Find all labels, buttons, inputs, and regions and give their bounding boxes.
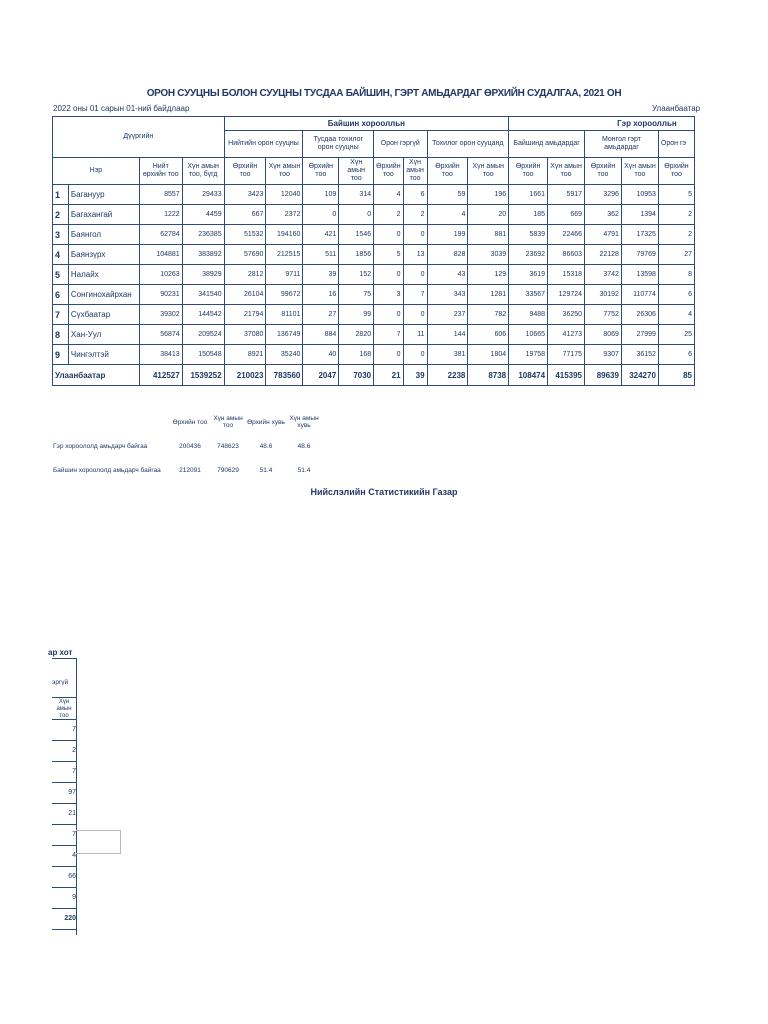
value-cell: 39302 (139, 305, 182, 325)
value-cell: 782 (468, 305, 509, 325)
value-cell: 136749 (266, 325, 303, 345)
value-cell: 5839 (509, 225, 548, 245)
value-cell: 104881 (139, 245, 182, 265)
value-cell: 39 (303, 265, 339, 285)
value-cell: 1222 (139, 205, 182, 225)
value-cell: 362 (585, 205, 622, 225)
fragment-sub: эргүй (52, 679, 69, 686)
value-cell: 99672 (266, 285, 303, 305)
district-name: Баянзүрх (68, 245, 139, 265)
table-row (53, 205, 695, 225)
ger-sub-apartment: Тохилог орон сууцанд (427, 131, 509, 158)
summary-cell: 748623 (217, 442, 239, 450)
col-population: Хүн амын тоо (339, 158, 374, 185)
value-cell: 21794 (224, 305, 266, 325)
col-households: Өрхийн тоо (658, 158, 694, 185)
value-cell: 212515 (266, 245, 303, 265)
value-cell: 383892 (182, 245, 224, 265)
value-cell: 17325 (621, 225, 658, 245)
value-cell: 0 (303, 205, 339, 225)
value-cell: 79769 (621, 245, 658, 265)
value-cell: 26306 (621, 305, 658, 325)
district-name: Сүхбаатар (68, 305, 139, 325)
value-cell: 27 (303, 305, 339, 325)
fragment-title: ар хот (48, 648, 73, 657)
value-cell: 6 (403, 185, 427, 205)
col-name-header: Нэр (53, 158, 140, 185)
value-cell: 8921 (224, 345, 266, 365)
value-cell: 5917 (548, 185, 585, 205)
summary-cell: 51.4 (259, 466, 273, 474)
total-row (53, 365, 695, 386)
value-cell: 2 (403, 205, 427, 225)
value-cell: 6 (658, 345, 694, 365)
fragment-value: 7 (72, 768, 76, 775)
value-cell: 4 (427, 205, 468, 225)
value-cell: 2 (374, 205, 403, 225)
fragment-value: 7 (72, 831, 76, 838)
district-name: Налайх (68, 265, 139, 285)
value-cell: 0 (403, 265, 427, 285)
value-cell: 38929 (182, 265, 224, 285)
value-cell: 6 (658, 285, 694, 305)
value-cell: 667 (224, 205, 266, 225)
row-number: 1 (53, 185, 69, 205)
district-name: Сонгинохайрхан (68, 285, 139, 305)
value-cell: 168 (339, 345, 374, 365)
value-cell: 27 (658, 245, 694, 265)
fragment-value: 2 (72, 747, 76, 754)
value-cell: 341540 (182, 285, 224, 305)
value-cell: 9488 (509, 305, 548, 325)
value-cell: 0 (403, 225, 427, 245)
fragment-value: 220 (64, 915, 76, 922)
value-cell: 62784 (139, 225, 182, 245)
col-population: Хүн амын тоо (548, 158, 585, 185)
summary-row-label: Байшин хороололд амьдарч байгаа (53, 466, 161, 474)
col-households: Өрхийн тоо (224, 158, 266, 185)
value-cell: 59 (427, 185, 468, 205)
value-cell: 9711 (266, 265, 303, 285)
value-cell: 41273 (548, 325, 585, 345)
row-number: 6 (53, 285, 69, 305)
row-number: 9 (53, 345, 69, 365)
table-row (53, 305, 695, 325)
value-cell: 0 (339, 205, 374, 225)
col-households: Өрхийн тоо (585, 158, 622, 185)
value-cell: 343 (427, 285, 468, 305)
value-cell: 4 (374, 185, 403, 205)
district-name: Багануур (68, 185, 139, 205)
organization-name: Нийслэлийн Статистикийн Газар (310, 487, 458, 497)
value-cell: 2 (658, 205, 694, 225)
col-population: Хүн амын тоо (621, 158, 658, 185)
value-cell: 881 (468, 225, 509, 245)
value-cell: 2 (658, 225, 694, 245)
value-cell: 1661 (509, 185, 548, 205)
value-cell: 884 (303, 325, 339, 345)
bldg-sub-public: Нийтийн орон сууцны (224, 131, 303, 158)
table-row (53, 245, 695, 265)
value-cell: 8557 (139, 185, 182, 205)
district-name: Чингэлтэй (68, 345, 139, 365)
summary-header: Хүн амын тоо (213, 415, 243, 429)
report-title: ОРОН СУУЦНЫ БОЛОН СУУЦНЫ ТУСДАА БАЙШИН, ГЭРТ АМЬДАРДАГ ӨРХИЙН СУДАЛГАА, 2021 ОН (146, 88, 622, 99)
value-cell: 4791 (585, 225, 622, 245)
location-label: Улаанбаатар (652, 104, 701, 113)
col-households: Өрхийн тоо (374, 158, 403, 185)
value-cell: 90231 (139, 285, 182, 305)
value-cell: 23692 (509, 245, 548, 265)
col-households: Өрхийн тоо (427, 158, 468, 185)
value-cell: 236385 (182, 225, 224, 245)
value-cell: 8069 (585, 325, 622, 345)
value-cell: 10665 (509, 325, 548, 345)
value-cell: 56874 (139, 325, 182, 345)
fragment-column (52, 658, 77, 935)
value-cell: 3423 (224, 185, 266, 205)
ger-sub-house: Байшинд амьдардаг (509, 131, 585, 158)
bldg-sub-homeless: Орон гэргүй (374, 131, 427, 158)
value-cell: 51532 (224, 225, 266, 245)
summary-cell: 48.6 (259, 442, 273, 450)
table-row (53, 265, 695, 285)
value-cell: 77175 (548, 345, 585, 365)
value-cell: 1804 (468, 345, 509, 365)
value-cell: 16 (303, 285, 339, 305)
value-cell: 415395 (548, 365, 585, 386)
value-cell: 144 (427, 325, 468, 345)
row-number: 8 (53, 325, 69, 345)
value-cell: 669 (548, 205, 585, 225)
value-cell: 99 (339, 305, 374, 325)
table-row (53, 185, 695, 205)
value-cell: 1539252 (182, 365, 224, 386)
value-cell: 15318 (548, 265, 585, 285)
value-cell: 129724 (548, 285, 585, 305)
summary-cell: 48.6 (297, 442, 311, 450)
value-cell: 314 (339, 185, 374, 205)
value-cell: 4 (658, 305, 694, 325)
value-cell: 210023 (224, 365, 266, 386)
col-population: Хүн амын тоо (266, 158, 303, 185)
summary-header: Өрхийн тоо (172, 418, 208, 426)
value-cell: 144542 (182, 305, 224, 325)
col-households: Өрхийн тоо (509, 158, 548, 185)
value-cell: 194160 (266, 225, 303, 245)
value-cell: 29433 (182, 185, 224, 205)
value-cell: 0 (374, 265, 403, 285)
fragment-value: 4 (72, 852, 76, 859)
fragment-value: 97 (68, 789, 76, 796)
value-cell: 2238 (427, 365, 468, 386)
bldg-sub-private: Тусдаа тохилог орон сууцны (303, 131, 374, 158)
value-cell: 0 (374, 225, 403, 245)
value-cell: 1394 (621, 205, 658, 225)
value-cell: 828 (427, 245, 468, 265)
value-cell: 22128 (585, 245, 622, 265)
value-cell: 89639 (585, 365, 622, 386)
empty-cell-box (76, 830, 121, 854)
value-cell: 0 (374, 345, 403, 365)
district-name: Багахангай (68, 205, 139, 225)
value-cell: 30192 (585, 285, 622, 305)
value-cell: 11 (403, 325, 427, 345)
ger-sub-ger: Монгол гэрт амьдардаг (585, 131, 659, 158)
value-cell: 185 (509, 205, 548, 225)
value-cell: 108474 (509, 365, 548, 386)
fragment-value: 21 (68, 810, 76, 817)
district-group-header: Дүүргийн (53, 117, 225, 158)
row-number: 4 (53, 245, 69, 265)
value-cell: 37080 (224, 325, 266, 345)
value-cell: 35240 (266, 345, 303, 365)
value-cell: 2820 (339, 325, 374, 345)
value-cell: 57690 (224, 245, 266, 265)
value-cell: 40 (303, 345, 339, 365)
value-cell: 237 (427, 305, 468, 325)
value-cell: 8738 (468, 365, 509, 386)
value-cell: 199 (427, 225, 468, 245)
col-population: Хүн амын тоо (468, 158, 509, 185)
value-cell: 109 (303, 185, 339, 205)
value-cell: 5 (374, 245, 403, 265)
value-cell: 511 (303, 245, 339, 265)
value-cell: 21 (374, 365, 403, 386)
value-cell: 3742 (585, 265, 622, 285)
value-cell: 2812 (224, 265, 266, 285)
summary-header: Өрхийн хувь (247, 418, 285, 426)
row-number: 5 (53, 265, 69, 285)
value-cell: 43 (427, 265, 468, 285)
main-table (52, 116, 695, 386)
value-cell: 3619 (509, 265, 548, 285)
value-cell: 26104 (224, 285, 266, 305)
value-cell: 783560 (266, 365, 303, 386)
value-cell: 86603 (548, 245, 585, 265)
summary-cell: 212091 (179, 466, 201, 474)
value-cell: 606 (468, 325, 509, 345)
value-cell: 81101 (266, 305, 303, 325)
value-cell: 19758 (509, 345, 548, 365)
summary-cell: 790629 (217, 466, 239, 474)
main-table-viewport (52, 116, 695, 394)
value-cell: 324270 (621, 365, 658, 386)
value-cell: 4459 (182, 205, 224, 225)
value-cell: 38413 (139, 345, 182, 365)
fragment-value: 66 (68, 873, 76, 880)
summary-cell: 200436 (179, 442, 201, 450)
value-cell: 2047 (303, 365, 339, 386)
value-cell: 85 (658, 365, 694, 386)
row-number: 7 (53, 305, 69, 325)
value-cell: 150548 (182, 345, 224, 365)
value-cell: 1281 (468, 285, 509, 305)
building-group-header: Байшин хороолльн (224, 117, 509, 131)
value-cell: 110774 (621, 285, 658, 305)
value-cell: 7752 (585, 305, 622, 325)
col-total-households: Нийт өрхийн тоо (139, 158, 182, 185)
col-households: Өрхийн тоо (303, 158, 339, 185)
ger-group-header: Гэр хороолльн (509, 117, 695, 131)
value-cell: 412527 (139, 365, 182, 386)
value-cell: 209524 (182, 325, 224, 345)
value-cell: 152 (339, 265, 374, 285)
total-name: Улаанбаатар (53, 365, 140, 386)
value-cell: 12040 (266, 185, 303, 205)
value-cell: 5 (658, 185, 694, 205)
value-cell: 10953 (621, 185, 658, 205)
value-cell: 36152 (621, 345, 658, 365)
value-cell: 9307 (585, 345, 622, 365)
value-cell: 1546 (339, 225, 374, 245)
value-cell: 0 (374, 305, 403, 325)
row-number: 3 (53, 225, 69, 245)
summary-header: Хүн амын хувь (289, 415, 319, 429)
col-population: Хүн амын тоо (403, 158, 427, 185)
value-cell: 13 (403, 245, 427, 265)
value-cell: 196 (468, 185, 509, 205)
district-name: Баянгол (68, 225, 139, 245)
value-cell: 8 (658, 265, 694, 285)
summary-table (53, 410, 323, 482)
value-cell: 129 (468, 265, 509, 285)
value-cell: 39 (403, 365, 427, 386)
value-cell: 0 (403, 305, 427, 325)
value-cell: 7 (403, 285, 427, 305)
value-cell: 381 (427, 345, 468, 365)
value-cell: 10263 (139, 265, 182, 285)
table-row (53, 345, 695, 365)
value-cell: 7030 (339, 365, 374, 386)
ger-sub-homeless: Орон гэ (658, 131, 694, 158)
date-line: 2022 оны 01 сарын 01-ний байдлаар (53, 104, 190, 113)
value-cell: 3296 (585, 185, 622, 205)
table-row (53, 325, 695, 345)
table-row (53, 285, 695, 305)
value-cell: 2372 (266, 205, 303, 225)
value-cell: 3 (374, 285, 403, 305)
value-cell: 20 (468, 205, 509, 225)
value-cell: 33567 (509, 285, 548, 305)
table-row (53, 225, 695, 245)
value-cell: 27999 (621, 325, 658, 345)
value-cell: 421 (303, 225, 339, 245)
summary-cell: 51.4 (297, 466, 311, 474)
value-cell: 3039 (468, 245, 509, 265)
date-row (53, 104, 768, 113)
value-cell: 22466 (548, 225, 585, 245)
value-cell: 7 (374, 325, 403, 345)
value-cell: 36250 (548, 305, 585, 325)
summary-row-label: Гэр хороололд амьдарч байгаа (53, 442, 148, 450)
fragment-col-header: Хүн амын тоо (56, 699, 72, 719)
col-total-population: Хүн амын тоо, бүгд (182, 158, 224, 185)
value-cell: 1856 (339, 245, 374, 265)
value-cell: 25 (658, 325, 694, 345)
value-cell: 75 (339, 285, 374, 305)
value-cell: 0 (403, 345, 427, 365)
row-number: 2 (53, 205, 69, 225)
fragment-value: 7 (72, 726, 76, 733)
fragment-value: 9 (72, 894, 76, 901)
value-cell: 13598 (621, 265, 658, 285)
district-name: Хан-Уул (68, 325, 139, 345)
